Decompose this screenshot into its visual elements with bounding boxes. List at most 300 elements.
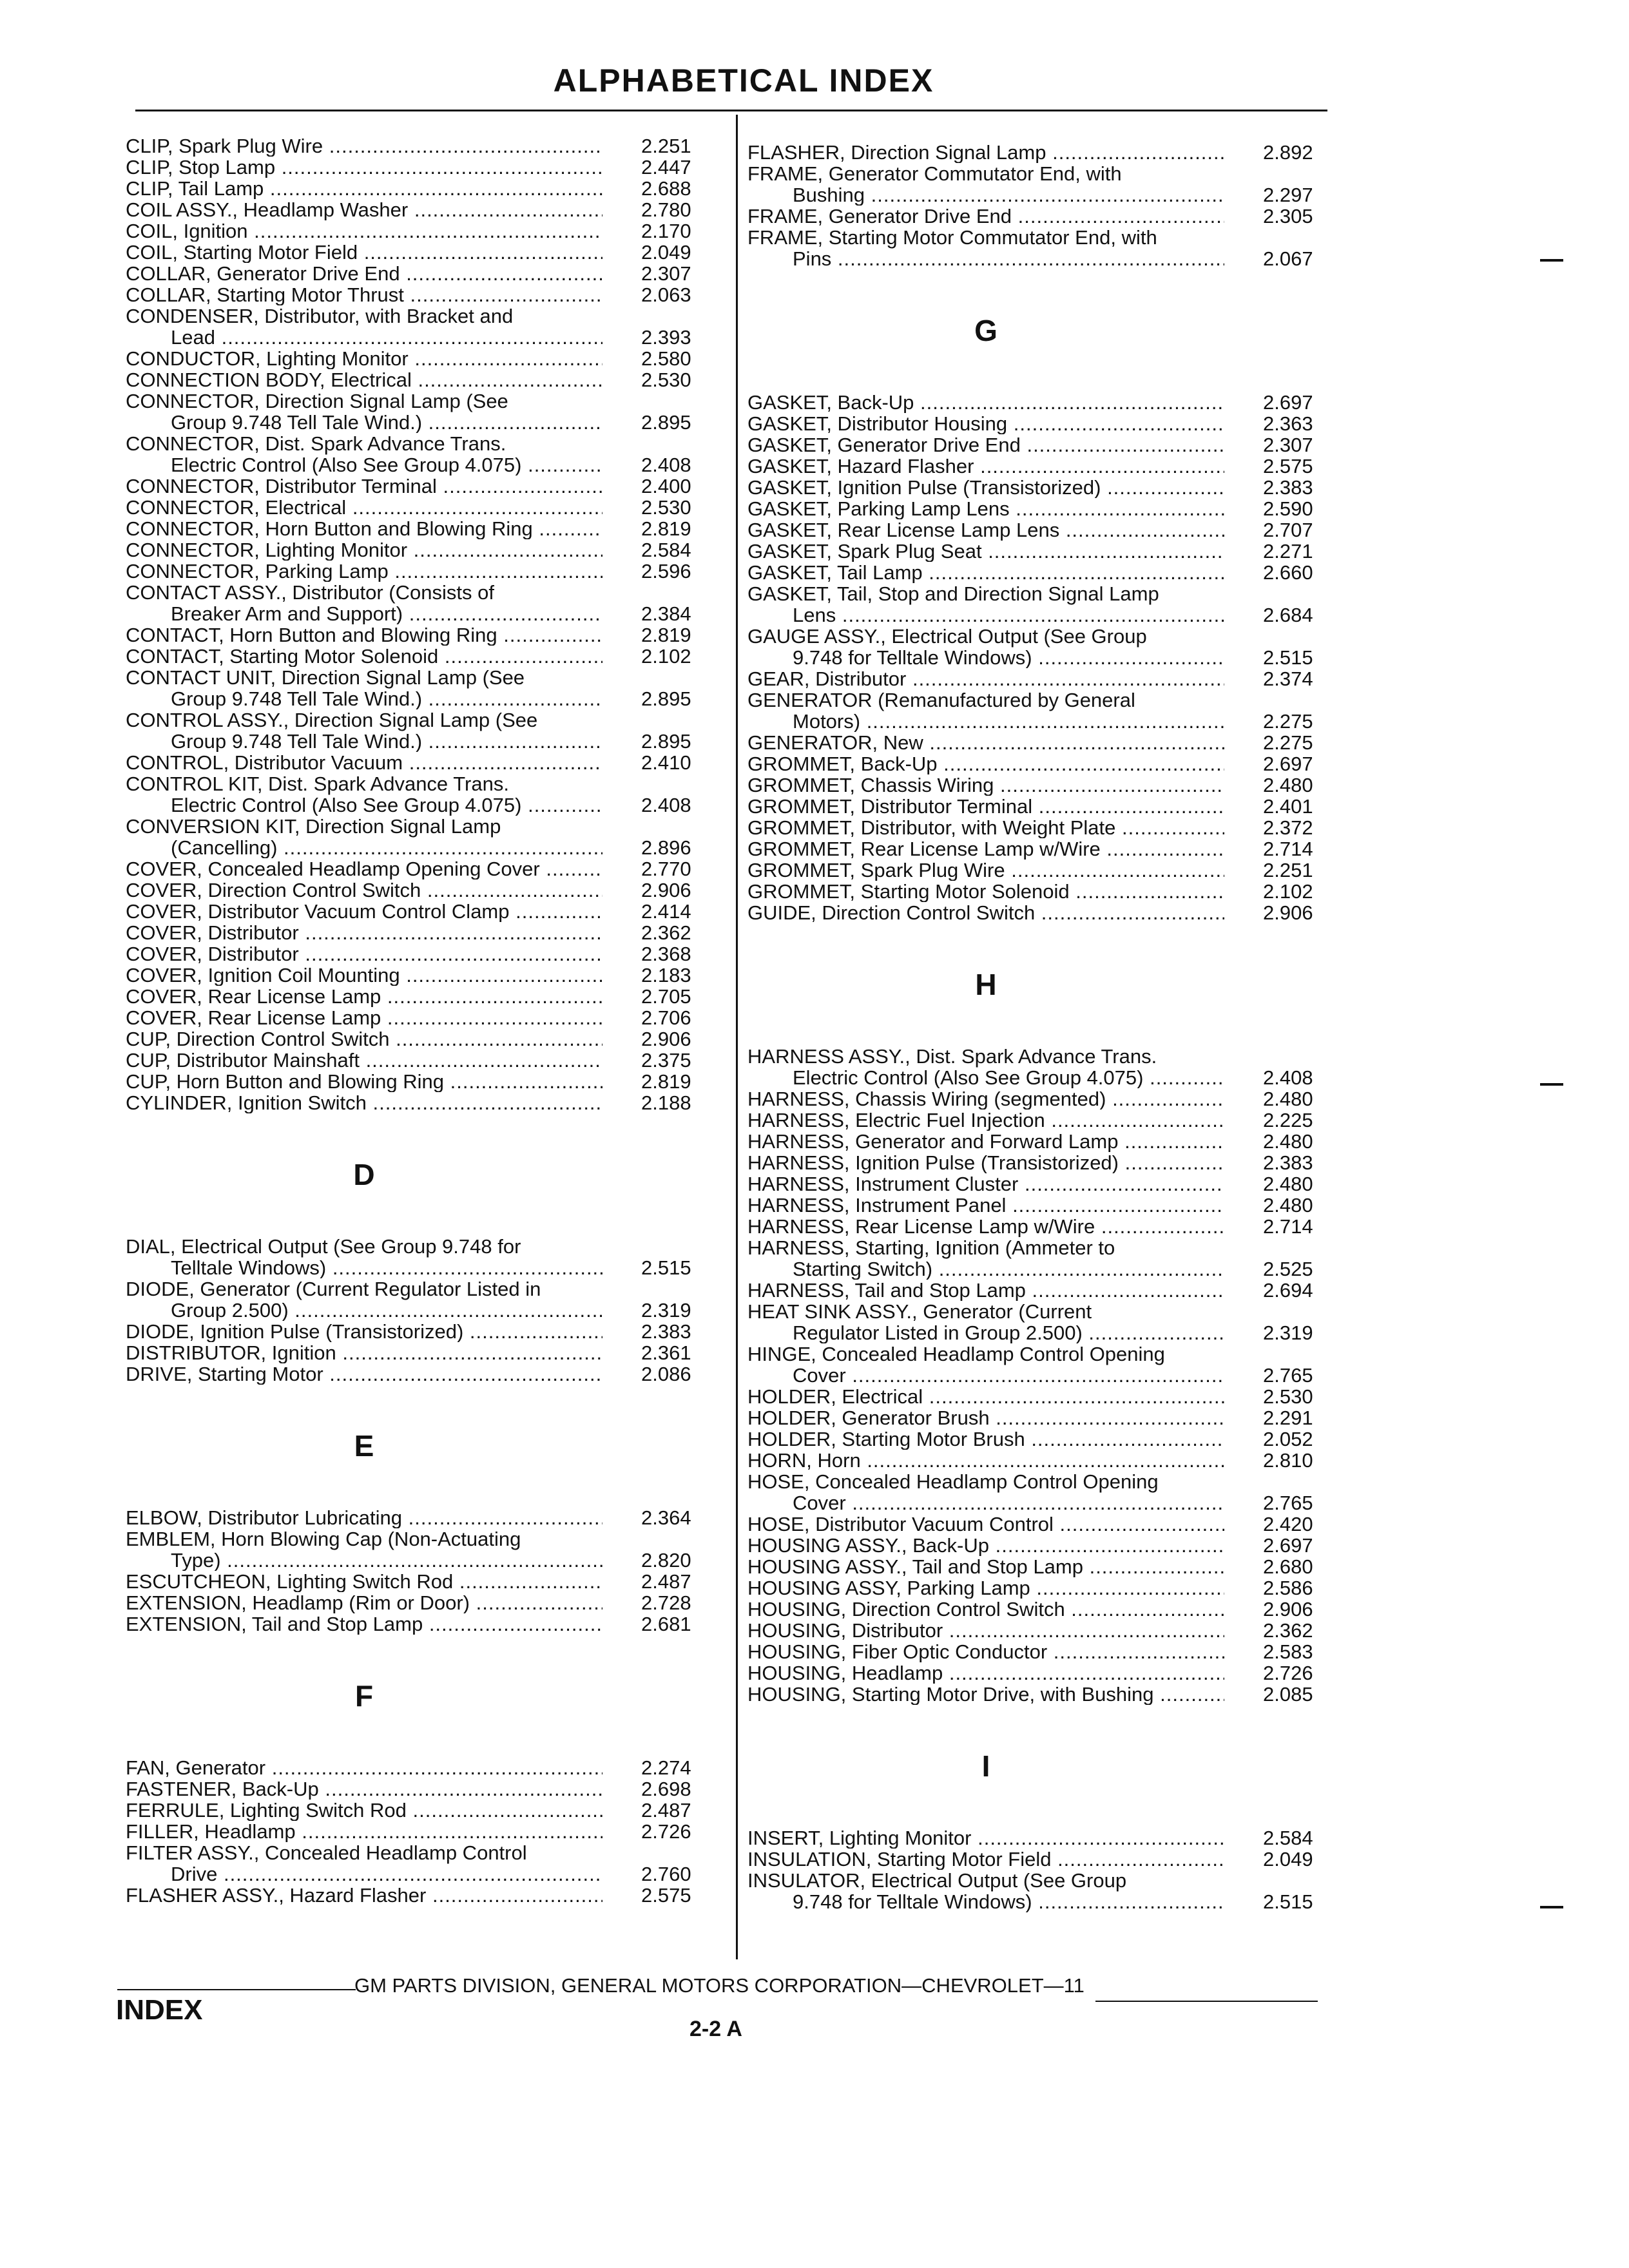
entry-text: Drive ..... xyxy=(126,1863,602,1885)
entry-text: ESCUTCHEON, Lighting Switch Rod ..... xyxy=(126,1571,602,1592)
index-entry xyxy=(126,1050,718,1071)
entry-group-number: 2.728 xyxy=(641,1591,691,1614)
entry-group-number: 2.363 xyxy=(1263,412,1313,435)
index-entry xyxy=(747,477,1340,498)
entry-text: Group 9.748 Tell Tale Wind.) ..... xyxy=(126,688,602,709)
entry-text: DRIVE, Starting Motor ..... xyxy=(126,1363,602,1385)
entry-text: HARNESS, Generator and Forward Lamp ..... xyxy=(747,1131,1224,1152)
entry-group-number: 2.906 xyxy=(641,1028,691,1050)
index-entry xyxy=(126,305,718,348)
index-entry xyxy=(126,561,718,582)
entry-group-number: 2.895 xyxy=(641,411,691,434)
entry-text: HARNESS, Electric Fuel Injection ..... xyxy=(747,1110,1224,1131)
index-entry xyxy=(747,1641,1340,1662)
index-entry xyxy=(747,541,1340,562)
entry-group-number: 2.765 xyxy=(1263,1364,1313,1387)
entry-text: CLIP, Spark Plug Wire ..... xyxy=(126,135,602,157)
entry-text: HARNESS, Ignition Pulse (Transistorized) ..... xyxy=(747,1152,1224,1173)
entry-group-number: 2.362 xyxy=(641,921,691,944)
index-entry xyxy=(126,1757,718,1778)
section-heading: D xyxy=(353,1158,375,1191)
margin-tick xyxy=(1540,1906,1563,1908)
index-entry xyxy=(126,624,718,646)
index-entry xyxy=(747,392,1340,413)
entry-group-number: 2.408 xyxy=(641,454,691,476)
entry-text: HARNESS ASSY., Dist. Spark Advance Trans. xyxy=(747,1046,1157,1068)
entry-group-number: 2.102 xyxy=(1263,880,1313,903)
index-entry xyxy=(747,163,1340,206)
index-entry xyxy=(126,518,718,539)
entry-text: CONTACT UNIT, Direction Signal Lamp (See xyxy=(126,667,525,689)
entry-text: GASKET, Distributor Housing ..... xyxy=(747,413,1224,434)
entry-text: HARNESS, Starting, Ignition (Ammeter to xyxy=(747,1237,1115,1259)
page-number: 2-2 A xyxy=(689,2017,742,2041)
index-entry xyxy=(747,1386,1340,1407)
entry-group-number: 2.530 xyxy=(641,369,691,391)
entry-group-number: 2.705 xyxy=(641,985,691,1008)
index-entry xyxy=(126,816,718,858)
entry-text: COVER, Direction Control Switch ..... xyxy=(126,879,602,901)
entry-text: CONNECTOR, Direction Signal Lamp (See xyxy=(126,390,508,412)
entry-group-number: 2.225 xyxy=(1263,1109,1313,1131)
index-entry xyxy=(747,668,1340,689)
index-entry xyxy=(126,199,718,220)
entry-group-number: 2.684 xyxy=(1263,604,1313,626)
entry-group-number: 2.575 xyxy=(1263,455,1313,477)
entry-text: HINGE, Concealed Headlamp Control Opening xyxy=(747,1343,1165,1365)
entry-group-number: 2.760 xyxy=(641,1863,691,1885)
entry-group-number: 2.408 xyxy=(1263,1066,1313,1089)
entry-text: EMBLEM, Horn Blowing Cap (Non-Actuating xyxy=(126,1528,521,1550)
entry-text: GENERATOR (Remanufactured by General xyxy=(747,689,1135,711)
entry-text: HOSE, Concealed Headlamp Control Opening xyxy=(747,1471,1159,1493)
entry-text: GASKET, Tail, Stop and Direction Signal Lamp xyxy=(747,583,1159,605)
entry-group-number: 2.906 xyxy=(1263,1598,1313,1620)
index-entry xyxy=(126,1342,718,1363)
entry-group-number: 2.307 xyxy=(1263,434,1313,456)
index-entry xyxy=(126,1528,718,1571)
entry-group-number: 2.584 xyxy=(641,539,691,561)
entry-text: Breaker Arm and Support) ..... xyxy=(126,603,602,624)
entry-group-number: 2.895 xyxy=(641,687,691,710)
entry-group-number: 2.188 xyxy=(641,1091,691,1114)
index-entry xyxy=(126,943,718,965)
entry-text: Regulator Listed in Group 2.500) ..... xyxy=(747,1322,1224,1343)
entry-text: Bushing ..... xyxy=(747,184,1224,206)
entry-text: FRAME, Generator Drive End ..... xyxy=(747,206,1224,227)
entry-group-number: 2.372 xyxy=(1263,816,1313,839)
entry-group-number: 2.447 xyxy=(641,156,691,178)
index-entry xyxy=(126,922,718,943)
entry-text: DIODE, Generator (Current Regulator Listed in xyxy=(126,1278,541,1300)
index-entry xyxy=(126,1236,718,1278)
index-entry xyxy=(126,1821,718,1842)
index-entry xyxy=(747,753,1340,774)
entry-group-number: 2.049 xyxy=(1263,1848,1313,1870)
entry-text: CONVERSION KIT, Direction Signal Lamp xyxy=(126,816,501,838)
index-entry xyxy=(747,774,1340,796)
entry-group-number: 2.063 xyxy=(641,284,691,306)
entry-group-number: 2.596 xyxy=(641,560,691,582)
entry-group-number: 2.319 xyxy=(1263,1321,1313,1344)
index-entry xyxy=(126,1278,718,1321)
index-entry xyxy=(747,817,1340,838)
section-heading: I xyxy=(981,1749,990,1783)
entry-group-number: 2.590 xyxy=(1263,497,1313,520)
index-entry xyxy=(747,1152,1340,1173)
index-entry xyxy=(126,1778,718,1800)
entry-text: GASKET, Generator Drive End ..... xyxy=(747,434,1224,456)
entry-text: CONNECTOR, Distributor Terminal ..... xyxy=(126,476,602,497)
entry-group-number: 2.274 xyxy=(641,1756,691,1779)
entry-text: COIL, Starting Motor Field ..... xyxy=(126,242,602,263)
entry-group-number: 2.820 xyxy=(641,1549,691,1571)
index-entry xyxy=(747,1046,1340,1088)
index-entry xyxy=(747,498,1340,519)
index-entry xyxy=(126,284,718,305)
entry-group-number: 2.170 xyxy=(641,220,691,242)
index-entry xyxy=(126,858,718,879)
entry-text: COIL, Ignition ..... xyxy=(126,220,602,242)
entry-text: (Cancelling) ..... xyxy=(126,837,602,858)
entry-text: DISTRIBUTOR, Ignition ..... xyxy=(126,1342,602,1363)
entry-text: 9.748 for Telltale Windows) ..... xyxy=(747,647,1224,668)
entry-text: HEAT SINK ASSY., Generator (Current xyxy=(747,1301,1092,1323)
entry-text: GROMMET, Starting Motor Solenoid ..... xyxy=(747,881,1224,902)
entry-text: CONTACT ASSY., Distributor (Consists of xyxy=(126,582,494,604)
entry-group-number: 2.364 xyxy=(641,1506,691,1529)
entry-group-number: 2.183 xyxy=(641,964,691,986)
index-entry xyxy=(126,1571,718,1592)
index-entry xyxy=(126,582,718,624)
entry-text: COVER, Rear License Lamp ..... xyxy=(126,986,602,1007)
index-entry xyxy=(126,1071,718,1092)
index-entry xyxy=(747,1599,1340,1620)
index-entry xyxy=(747,796,1340,817)
entry-group-number: 2.707 xyxy=(1263,519,1313,541)
index-entry xyxy=(747,1662,1340,1684)
entry-group-number: 2.698 xyxy=(641,1778,691,1800)
entry-group-number: 2.086 xyxy=(641,1363,691,1385)
index-entry xyxy=(747,1131,1340,1152)
index-entry xyxy=(747,1535,1340,1556)
entry-group-number: 2.586 xyxy=(1263,1577,1313,1599)
index-entry xyxy=(747,1195,1340,1216)
entry-text: HOUSING ASSY, Parking Lamp ..... xyxy=(747,1577,1224,1599)
index-entry xyxy=(747,1849,1340,1870)
entry-group-number: 2.780 xyxy=(641,198,691,221)
index-entry xyxy=(126,135,718,157)
right-column xyxy=(747,142,1340,1912)
entry-text: COVER, Ignition Coil Mounting ..... xyxy=(126,965,602,986)
index-entry xyxy=(126,1321,718,1342)
section-heading: E xyxy=(354,1429,374,1463)
entry-text: CUP, Direction Control Switch ..... xyxy=(126,1028,602,1050)
index-entry xyxy=(747,227,1340,269)
entry-group-number: 2.487 xyxy=(641,1799,691,1821)
entry-group-number: 2.297 xyxy=(1263,184,1313,206)
entry-group-number: 2.368 xyxy=(641,943,691,965)
index-entry xyxy=(747,1827,1340,1849)
entry-text: Cover ..... xyxy=(747,1365,1224,1386)
entry-group-number: 2.375 xyxy=(641,1049,691,1072)
entry-text: HARNESS, Tail and Stop Lamp ..... xyxy=(747,1280,1224,1301)
entry-group-number: 2.819 xyxy=(641,1070,691,1093)
index-entry xyxy=(126,709,718,752)
section-heading: H xyxy=(975,968,997,1001)
entry-group-number: 2.361 xyxy=(641,1341,691,1364)
entry-group-number: 2.480 xyxy=(1263,1194,1313,1216)
index-entry xyxy=(747,626,1340,668)
entry-text: Pins ..... xyxy=(747,248,1224,269)
entry-group-number: 2.420 xyxy=(1263,1513,1313,1535)
entry-group-number: 2.819 xyxy=(641,624,691,646)
entry-text: Group 9.748 Tell Tale Wind.) ..... xyxy=(126,412,602,433)
entry-text: GASKET, Parking Lamp Lens ..... xyxy=(747,498,1224,519)
entry-text: COVER, Distributor Vacuum Control Clamp ..... xyxy=(126,901,602,922)
index-entry xyxy=(126,773,718,816)
entry-text: GROMMET, Back-Up ..... xyxy=(747,753,1224,774)
index-entry xyxy=(126,986,718,1007)
entry-text: Lead ..... xyxy=(126,327,602,348)
entry-group-number: 2.271 xyxy=(1263,540,1313,562)
entry-text: CONNECTOR, Electrical ..... xyxy=(126,497,602,518)
entry-text: Motors) ..... xyxy=(747,711,1224,732)
entry-group-number: 2.580 xyxy=(641,347,691,370)
entry-group-number: 2.525 xyxy=(1263,1258,1313,1280)
title-rule xyxy=(135,110,1327,111)
index-entry xyxy=(747,1620,1340,1641)
entry-text: CONTROL ASSY., Direction Signal Lamp (See xyxy=(126,709,538,731)
index-entry xyxy=(126,390,718,433)
entry-text: CONTACT, Horn Button and Blowing Ring ..... xyxy=(126,624,602,646)
entry-text: ELBOW, Distributor Lubricating ..... xyxy=(126,1507,602,1528)
entry-group-number: 2.275 xyxy=(1263,731,1313,754)
index-entry xyxy=(126,1842,718,1885)
entry-text: CONNECTOR, Dist. Spark Advance Trans. xyxy=(126,433,506,455)
index-entry xyxy=(126,1885,718,1906)
entry-text: HOUSING, Headlamp ..... xyxy=(747,1662,1224,1684)
footer-index-label: INDEX xyxy=(116,1994,203,2026)
index-entry xyxy=(126,1613,718,1635)
index-entry xyxy=(747,1110,1340,1131)
entry-text: GASKET, Spark Plug Seat ..... xyxy=(747,541,1224,562)
index-entry xyxy=(747,1216,1340,1237)
entry-group-number: 2.680 xyxy=(1263,1555,1313,1578)
entry-text: HOLDER, Electrical ..... xyxy=(747,1386,1224,1407)
index-entry xyxy=(747,519,1340,541)
index-entry xyxy=(747,583,1340,626)
index-entry xyxy=(126,752,718,773)
entry-text: COVER, Rear License Lamp ..... xyxy=(126,1007,602,1028)
entry-group-number: 2.291 xyxy=(1263,1407,1313,1429)
section-heading: F xyxy=(354,1679,374,1713)
entry-group-number: 2.714 xyxy=(1263,838,1313,860)
entry-group-number: 2.810 xyxy=(1263,1449,1313,1472)
index-entry xyxy=(747,456,1340,477)
entry-text: CYLINDER, Ignition Switch ..... xyxy=(126,1092,602,1113)
entry-group-number: 2.319 xyxy=(641,1299,691,1321)
index-entry xyxy=(747,1280,1340,1301)
entry-group-number: 2.383 xyxy=(641,1320,691,1343)
entry-group-number: 2.305 xyxy=(1263,205,1313,227)
entry-text: HARNESS, Chassis Wiring (segmented) ..... xyxy=(747,1088,1224,1110)
entry-group-number: 2.251 xyxy=(641,135,691,157)
entry-group-number: 2.697 xyxy=(1263,391,1313,414)
index-entry xyxy=(126,242,718,263)
entry-text: INSULATION, Starting Motor Field ..... xyxy=(747,1849,1224,1870)
index-entry xyxy=(747,1407,1340,1428)
index-entry xyxy=(126,348,718,369)
margin-tick xyxy=(1540,1083,1563,1086)
entry-group-number: 2.896 xyxy=(641,836,691,859)
entry-text: HARNESS, Rear License Lamp w/Wire ..... xyxy=(747,1216,1224,1237)
index-entry xyxy=(126,476,718,497)
entry-text: HOUSING, Distributor ..... xyxy=(747,1620,1224,1641)
entry-text: DIODE, Ignition Pulse (Transistorized) ..... xyxy=(126,1321,602,1342)
entry-group-number: 2.515 xyxy=(1263,1890,1313,1913)
index-entry xyxy=(747,860,1340,881)
index-entry xyxy=(747,689,1340,732)
entry-text: INSERT, Lighting Monitor ..... xyxy=(747,1827,1224,1849)
entry-group-number: 2.275 xyxy=(1263,710,1313,733)
entry-text: CONTACT, Starting Motor Solenoid ..... xyxy=(126,646,602,667)
entry-group-number: 2.374 xyxy=(1263,668,1313,690)
entry-group-number: 2.765 xyxy=(1263,1492,1313,1514)
entry-group-number: 2.819 xyxy=(641,517,691,540)
index-entry xyxy=(126,263,718,284)
entry-text: Lens ..... xyxy=(747,604,1224,626)
entry-text: Telltale Windows) ..... xyxy=(126,1257,602,1278)
entry-text: HORN, Horn ..... xyxy=(747,1450,1224,1471)
entry-text: COVER, Distributor ..... xyxy=(126,943,602,965)
entry-group-number: 2.414 xyxy=(641,900,691,923)
footer-text: GM PARTS DIVISION, GENERAL MOTORS CORPORATION—CHEVROLET—11 xyxy=(354,1974,1084,1997)
entry-text: HOUSING ASSY., Tail and Stop Lamp ..... xyxy=(747,1556,1224,1577)
entry-group-number: 2.085 xyxy=(1263,1683,1313,1706)
entry-group-number: 2.383 xyxy=(1263,476,1313,499)
index-entry xyxy=(126,1028,718,1050)
entry-text: HOLDER, Starting Motor Brush ..... xyxy=(747,1428,1224,1450)
entry-group-number: 2.697 xyxy=(1263,1534,1313,1557)
index-entry xyxy=(126,667,718,709)
index-entry xyxy=(747,1237,1340,1280)
entry-text: DIAL, Electrical Output (See Group 9.748 for xyxy=(126,1236,521,1258)
entry-text: COIL ASSY., Headlamp Washer ..... xyxy=(126,199,602,220)
entry-group-number: 2.049 xyxy=(641,241,691,264)
margin-tick xyxy=(1540,259,1563,262)
index-entry xyxy=(126,646,718,667)
entry-group-number: 2.530 xyxy=(1263,1385,1313,1408)
entry-text: Group 9.748 Tell Tale Wind.) ..... xyxy=(126,731,602,752)
entry-group-number: 2.694 xyxy=(1263,1279,1313,1302)
entry-text: FASTENER, Back-Up ..... xyxy=(126,1778,602,1800)
footer-rule-right xyxy=(1095,2001,1318,2002)
index-entry xyxy=(747,1870,1340,1912)
entry-text: EXTENSION, Tail and Stop Lamp ..... xyxy=(126,1613,602,1635)
entry-group-number: 2.515 xyxy=(1263,646,1313,669)
entry-group-number: 2.575 xyxy=(641,1884,691,1907)
entry-group-number: 2.384 xyxy=(641,602,691,625)
index-entry xyxy=(126,433,718,476)
column-divider xyxy=(736,115,738,1959)
entry-text: CLIP, Tail Lamp ..... xyxy=(126,178,602,199)
entry-text: Cover ..... xyxy=(747,1492,1224,1514)
entry-group-number: 2.067 xyxy=(1263,247,1313,270)
entry-group-number: 2.726 xyxy=(641,1820,691,1843)
entry-group-number: 2.102 xyxy=(641,645,691,668)
entry-text: CONNECTOR, Parking Lamp ..... xyxy=(126,561,602,582)
entry-group-number: 2.726 xyxy=(1263,1662,1313,1684)
entry-group-number: 2.362 xyxy=(1263,1619,1313,1642)
index-entry xyxy=(747,1556,1340,1577)
entry-group-number: 2.307 xyxy=(641,262,691,285)
entry-group-number: 2.688 xyxy=(641,177,691,200)
entry-text: FRAME, Starting Motor Commutator End, with xyxy=(747,227,1157,249)
entry-text: HOUSING ASSY., Back-Up ..... xyxy=(747,1535,1224,1556)
entry-group-number: 2.383 xyxy=(1263,1151,1313,1174)
entry-text: GROMMET, Rear License Lamp w/Wire ..... xyxy=(747,838,1224,860)
entry-group-number: 2.410 xyxy=(641,751,691,774)
entry-group-number: 2.052 xyxy=(1263,1428,1313,1450)
entry-group-number: 2.408 xyxy=(641,794,691,816)
index-entry xyxy=(126,1092,718,1113)
entry-group-number: 2.681 xyxy=(641,1613,691,1635)
index-entry xyxy=(126,1592,718,1613)
entry-group-number: 2.706 xyxy=(641,1006,691,1029)
index-entry xyxy=(747,1471,1340,1514)
entry-text: GROMMET, Chassis Wiring ..... xyxy=(747,774,1224,796)
entry-text: CLIP, Stop Lamp ..... xyxy=(126,157,602,178)
index-entry xyxy=(126,901,718,922)
entry-text: HOUSING, Starting Motor Drive, with Bushing ..... xyxy=(747,1684,1224,1705)
entry-group-number: 2.480 xyxy=(1263,1173,1313,1195)
entry-text: GUIDE, Direction Control Switch ..... xyxy=(747,902,1224,923)
entry-group-number: 2.530 xyxy=(641,496,691,519)
left-column xyxy=(126,135,718,1906)
entry-group-number: 2.583 xyxy=(1263,1640,1313,1663)
index-entry xyxy=(126,965,718,986)
entry-text: COLLAR, Starting Motor Thrust ..... xyxy=(126,284,602,305)
index-entry xyxy=(126,497,718,518)
entry-group-number: 2.697 xyxy=(1263,753,1313,775)
entry-text: COVER, Distributor ..... xyxy=(126,922,602,943)
entry-text: GASKET, Back-Up ..... xyxy=(747,392,1224,413)
entry-text: CONNECTOR, Lighting Monitor ..... xyxy=(126,539,602,561)
entry-group-number: 2.892 xyxy=(1263,141,1313,164)
index-entry xyxy=(126,1007,718,1028)
entry-text: GROMMET, Distributor, with Weight Plate ..... xyxy=(747,817,1224,838)
entry-text: Electric Control (Also See Group 4.075) ..... xyxy=(126,794,602,816)
page-title: ALPHABETICAL INDEX xyxy=(553,62,934,99)
index-entry xyxy=(747,1301,1340,1343)
entry-group-number: 2.515 xyxy=(641,1256,691,1279)
entry-text: HARNESS, Instrument Cluster ..... xyxy=(747,1173,1224,1195)
index-entry xyxy=(126,1800,718,1821)
entry-group-number: 2.480 xyxy=(1263,1088,1313,1110)
entry-group-number: 2.895 xyxy=(641,730,691,753)
index-entry xyxy=(747,434,1340,456)
entry-text: CUP, Horn Button and Blowing Ring ..... xyxy=(126,1071,602,1092)
entry-group-number: 2.660 xyxy=(1263,561,1313,584)
entry-text: HOSE, Distributor Vacuum Control ..... xyxy=(747,1514,1224,1535)
entry-text: CUP, Distributor Mainshaft ..... xyxy=(126,1050,602,1071)
entry-group-number: 2.480 xyxy=(1263,1130,1313,1153)
entry-group-number: 2.393 xyxy=(641,326,691,349)
entry-text: COLLAR, Generator Drive End ..... xyxy=(126,263,602,284)
index-entry xyxy=(747,142,1340,163)
entry-text: CONTROL KIT, Dist. Spark Advance Trans. xyxy=(126,773,509,795)
